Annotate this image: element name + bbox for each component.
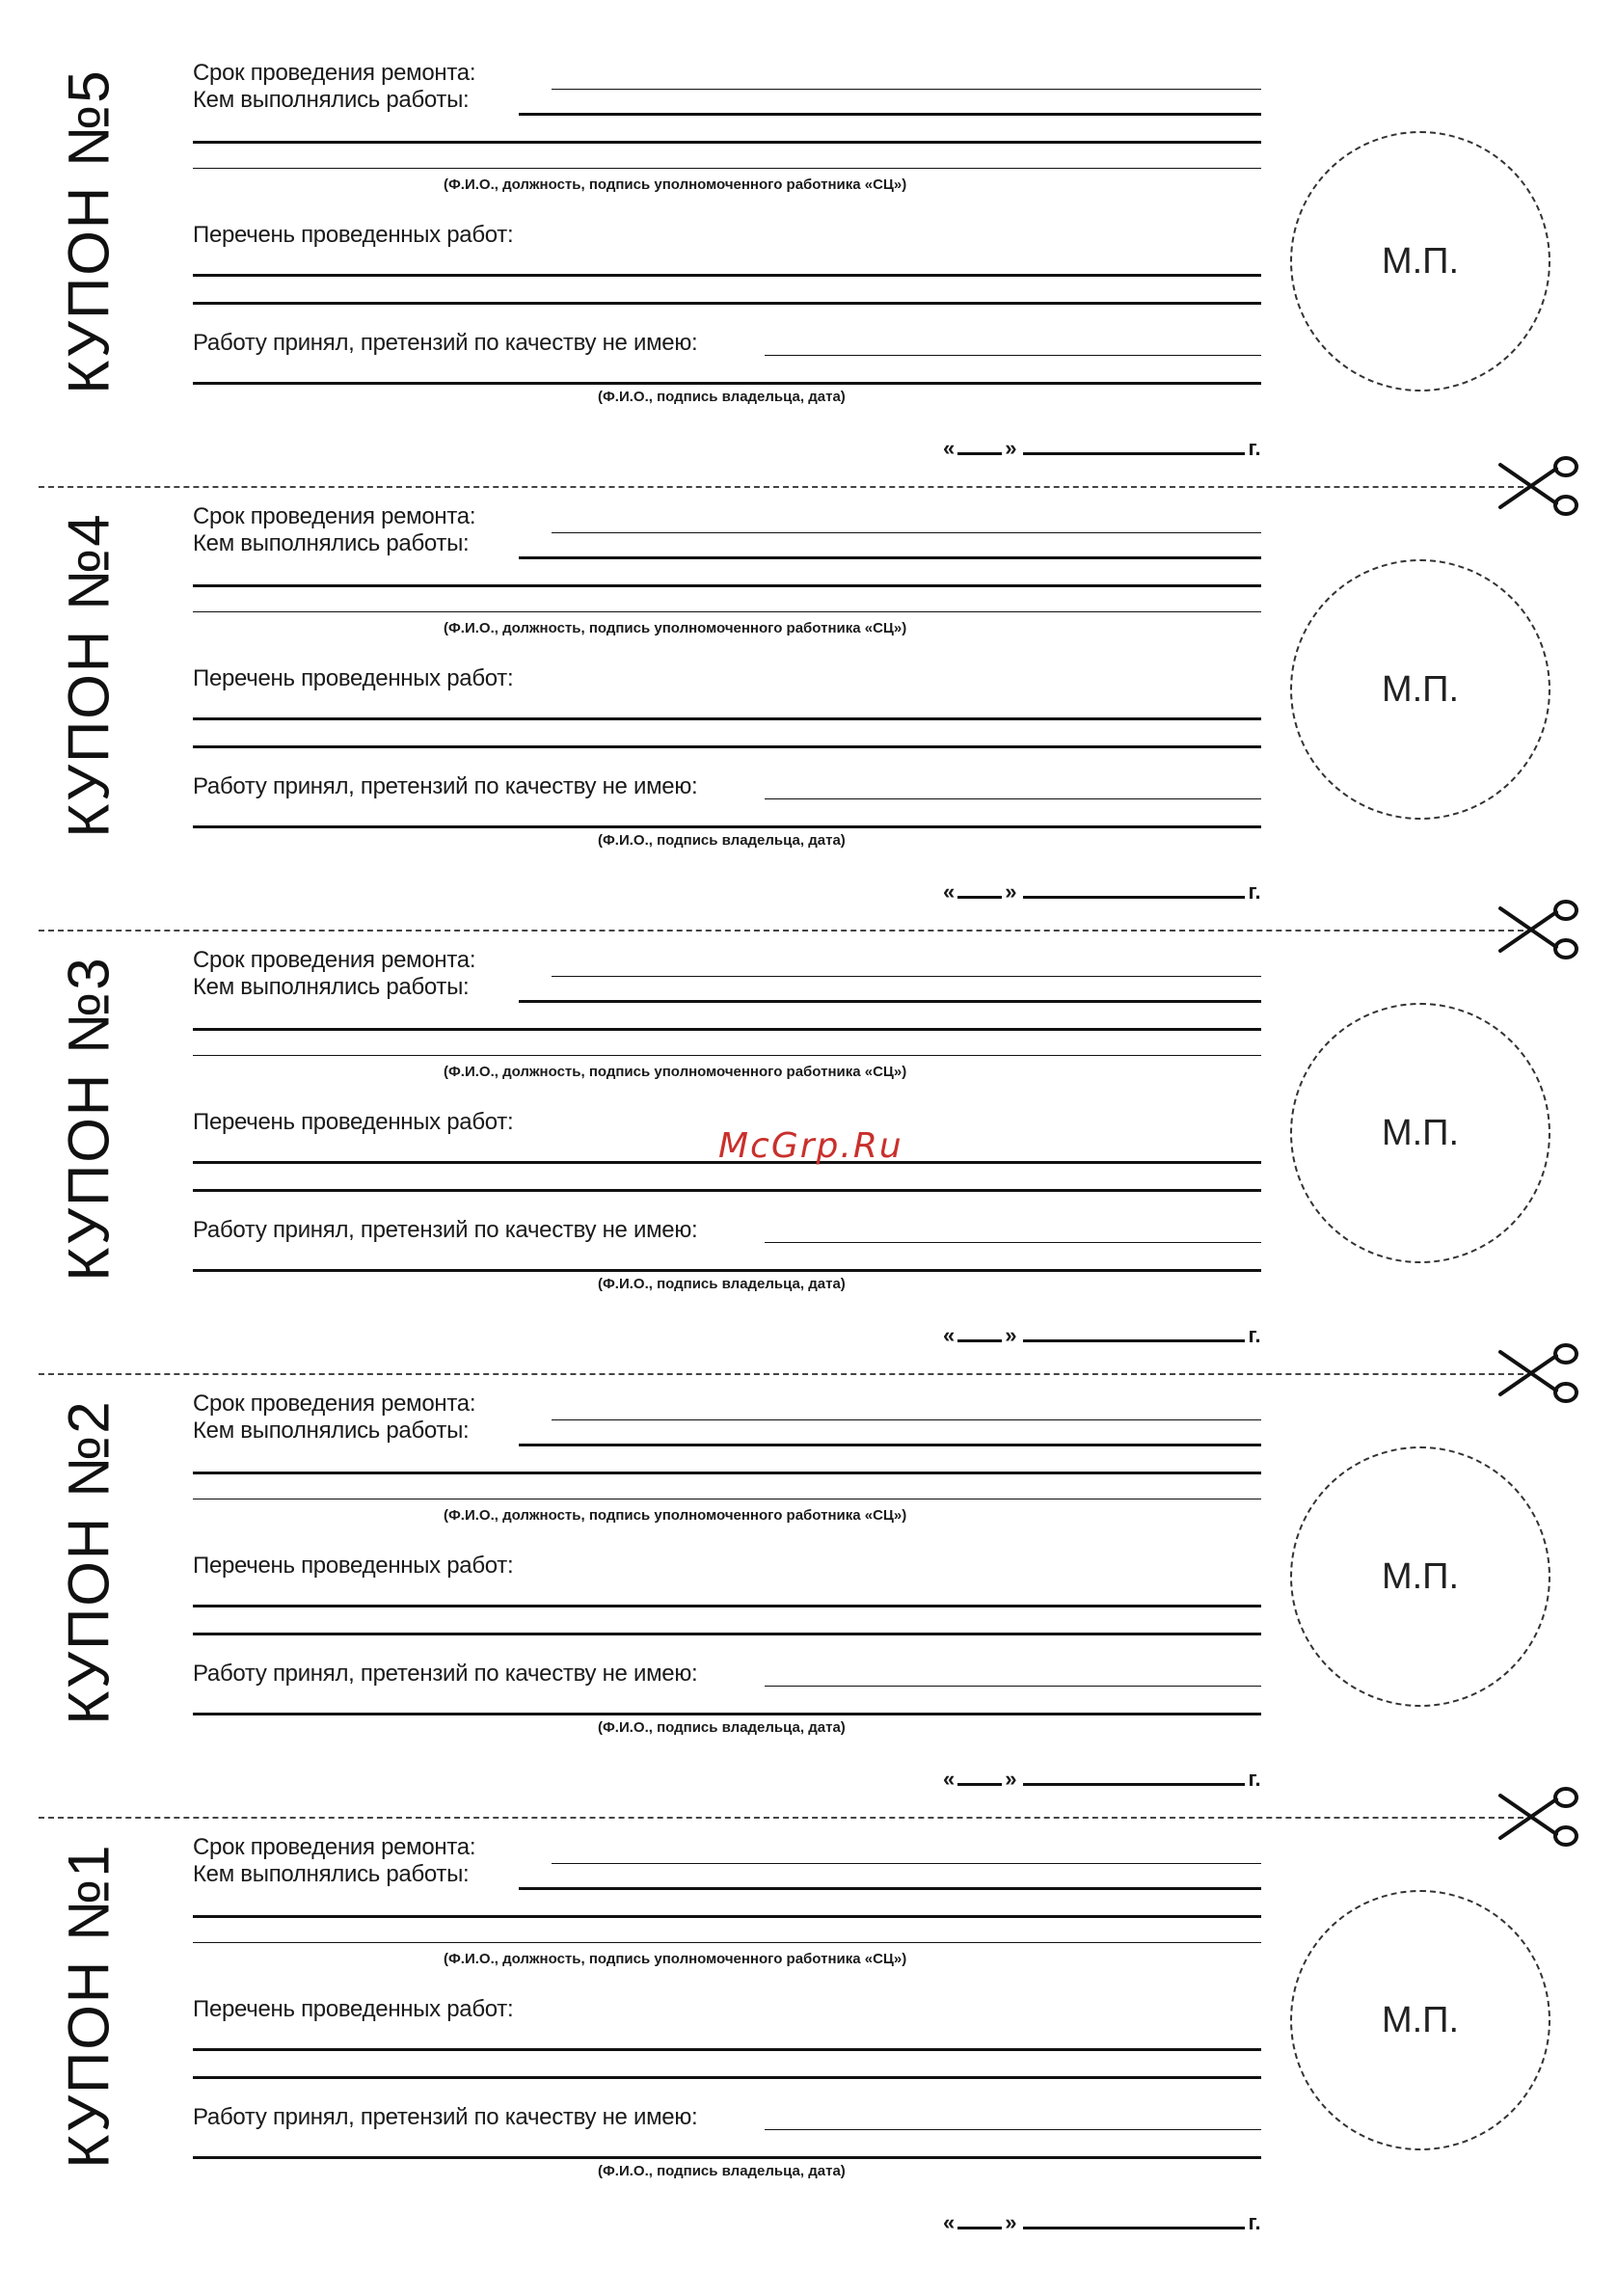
repair-period-field[interactable] (552, 1863, 1261, 1864)
accepted-field[interactable] (765, 2129, 1261, 2130)
repair-period-field[interactable] (552, 1419, 1261, 1420)
date-day-blank[interactable] (957, 1783, 1002, 1786)
performed-by-field[interactable] (519, 1444, 1261, 1446)
works-list-field-line-2[interactable] (193, 1633, 1261, 1635)
date-open-quote: « (943, 879, 956, 904)
stamp-label: М.П. (1381, 1555, 1460, 1597)
date-open-quote: « (943, 1323, 956, 1347)
date-year-suffix: г. (1248, 436, 1261, 460)
date-close-quote: » (1005, 436, 1017, 460)
date-day-blank[interactable] (957, 452, 1002, 455)
date-month-blank[interactable] (1023, 2227, 1245, 2229)
performer-caption: (Ф.И.О., должность, подпись уполномоченного работника «СЦ») (444, 1951, 907, 1967)
date-close-quote: » (1005, 1323, 1017, 1347)
performed-by-field-line-2[interactable] (193, 1028, 1261, 1031)
date-day-blank[interactable] (957, 2227, 1002, 2229)
scissors-icon (1493, 1786, 1581, 1848)
date-year-suffix: г. (1248, 1767, 1261, 1791)
performed-by-field-line-3[interactable] (193, 1942, 1261, 1943)
scissors-icon (1493, 455, 1581, 517)
works-list-field[interactable] (193, 717, 1261, 720)
accepted-field[interactable] (765, 798, 1261, 799)
date-open-quote: « (943, 2210, 956, 2234)
date-month-blank[interactable] (1023, 1339, 1245, 1342)
stamp-placeholder (1290, 131, 1550, 392)
performed-by-field-line-2[interactable] (193, 584, 1261, 587)
repair-period-field[interactable] (552, 532, 1261, 533)
performed-by-field[interactable] (519, 1887, 1261, 1890)
coupon-title-text: КУПОН №4 (56, 512, 121, 838)
works-list-field-line-2[interactable] (193, 2076, 1261, 2079)
performed-by-label: Кем выполнялись работы: (193, 1861, 470, 1887)
accepted-label: Работу принял, претензий по качеству не имею: (193, 2104, 698, 2130)
performed-by-field[interactable] (519, 113, 1261, 116)
stamp-label: М.П. (1381, 668, 1460, 710)
coupon (0, 1369, 1617, 1813)
date-month-blank[interactable] (1023, 1783, 1245, 1786)
stamp-placeholder (1290, 559, 1550, 820)
date-field[interactable] (943, 1323, 1261, 1348)
performer-caption: (Ф.И.О., должность, подпись уполномоченного работника «СЦ») (444, 1064, 907, 1080)
date-year-suffix: г. (1248, 2210, 1261, 2234)
owner-caption: (Ф.И.О., подпись владельца, дата) (598, 832, 846, 849)
owner-caption: (Ф.И.О., подпись владельца, дата) (598, 1719, 846, 1736)
works-list-label: Перечень проведенных работ: (193, 665, 514, 691)
performer-caption: (Ф.И.О., должность, подпись уполномоченного работника «СЦ») (444, 176, 907, 193)
owner-caption: (Ф.И.О., подпись владельца, дата) (598, 1276, 846, 1292)
coupon-title-text: КУПОН №3 (56, 956, 121, 1282)
date-field[interactable] (943, 1767, 1261, 1792)
date-day-blank[interactable] (957, 1339, 1002, 1342)
owner-signature-field[interactable] (193, 382, 1261, 385)
performed-by-field-line-3[interactable] (193, 611, 1261, 612)
watermark: McGrp.Ru (718, 1126, 903, 1166)
coupon-title-text: КУПОН №1 (56, 1843, 121, 2169)
date-field[interactable] (943, 2210, 1261, 2235)
works-list-field-line-2[interactable] (193, 302, 1261, 305)
accepted-label: Работу принял, претензий по качеству не имею: (193, 1661, 698, 1687)
date-close-quote: » (1005, 879, 1017, 904)
repair-period-label: Срок проведения ремонта: (193, 503, 476, 529)
owner-signature-field[interactable] (193, 825, 1261, 828)
accepted-field[interactable] (765, 1242, 1261, 1243)
stamp-label: М.П. (1381, 1999, 1460, 2040)
owner-signature-field[interactable] (193, 1269, 1261, 1272)
works-list-field[interactable] (193, 2048, 1261, 2051)
scissors-icon (1493, 1342, 1581, 1404)
stamp-label: М.П. (1381, 1112, 1460, 1153)
accepted-label: Работу принял, претензий по качеству не имею: (193, 773, 698, 799)
works-list-label: Перечень проведенных работ: (193, 222, 514, 248)
coupon-title-text: КУПОН №5 (56, 68, 121, 394)
performed-by-label: Кем выполнялись работы: (193, 530, 470, 556)
accepted-field[interactable] (765, 355, 1261, 356)
date-year-suffix: г. (1248, 879, 1261, 904)
coupon (0, 39, 1617, 482)
cut-line (39, 1373, 1523, 1375)
repair-period-label: Срок проведения ремонта: (193, 60, 476, 86)
performed-by-field[interactable] (519, 1000, 1261, 1003)
date-month-blank[interactable] (1023, 896, 1245, 899)
performed-by-field-line-3[interactable] (193, 168, 1261, 169)
works-list-field[interactable] (193, 274, 1261, 277)
works-list-field[interactable] (193, 1605, 1261, 1607)
owner-caption: (Ф.И.О., подпись владельца, дата) (598, 389, 846, 405)
repair-period-label: Срок проведения ремонта: (193, 947, 476, 973)
date-month-blank[interactable] (1023, 452, 1245, 455)
date-year-suffix: г. (1248, 1323, 1261, 1347)
performed-by-field-line-2[interactable] (193, 1915, 1261, 1918)
performed-by-label: Кем выполнялись работы: (193, 87, 470, 113)
scissors-icon (1493, 899, 1581, 960)
owner-signature-field[interactable] (193, 2156, 1261, 2159)
date-day-blank[interactable] (957, 896, 1002, 899)
works-list-label: Перечень проведенных работ: (193, 1109, 514, 1135)
repair-period-field[interactable] (552, 976, 1261, 977)
date-field[interactable] (943, 436, 1261, 461)
accepted-field[interactable] (765, 1686, 1261, 1687)
works-list-label: Перечень проведенных работ: (193, 1996, 514, 2022)
owner-signature-field[interactable] (193, 1713, 1261, 1715)
owner-caption: (Ф.И.О., подпись владельца, дата) (598, 2163, 846, 2179)
date-open-quote: « (943, 1767, 956, 1791)
performed-by-field-line-3[interactable] (193, 1055, 1261, 1056)
performer-caption: (Ф.И.О., должность, подпись уполномоченного работника «СЦ») (444, 620, 907, 636)
accepted-label: Работу принял, претензий по качеству не имею: (193, 330, 698, 356)
cut-line (39, 930, 1523, 932)
repair-period-field[interactable] (552, 89, 1261, 90)
coupon (0, 482, 1617, 926)
date-close-quote: » (1005, 1767, 1017, 1791)
accepted-label: Работу принял, претензий по качеству не имею: (193, 1217, 698, 1243)
date-open-quote: « (943, 436, 956, 460)
coupon-title-text: КУПОН №2 (56, 1399, 121, 1725)
performer-caption: (Ф.И.О., должность, подпись уполномоченного работника «СЦ») (444, 1507, 907, 1524)
cut-line (39, 486, 1523, 488)
stamp-placeholder (1290, 1446, 1550, 1707)
performed-by-field-line-2[interactable] (193, 141, 1261, 144)
coupon (0, 1813, 1617, 2256)
repair-period-label: Срок проведения ремонта: (193, 1834, 476, 1860)
performed-by-field-line-2[interactable] (193, 1472, 1261, 1474)
works-list-field-line-2[interactable] (193, 1189, 1261, 1192)
date-field[interactable] (943, 879, 1261, 905)
date-close-quote: » (1005, 2210, 1017, 2234)
repair-period-label: Срок проведения ремонта: (193, 1391, 476, 1417)
performed-by-field[interactable] (519, 556, 1261, 559)
works-list-field-line-2[interactable] (193, 745, 1261, 748)
performed-by-label: Кем выполнялись работы: (193, 1418, 470, 1444)
stamp-placeholder (1290, 1890, 1550, 2150)
stamp-placeholder (1290, 1003, 1550, 1263)
works-list-label: Перечень проведенных работ: (193, 1553, 514, 1579)
performed-by-label: Кем выполнялись работы: (193, 974, 470, 1000)
stamp-label: М.П. (1381, 240, 1460, 282)
cut-line (39, 1817, 1523, 1819)
